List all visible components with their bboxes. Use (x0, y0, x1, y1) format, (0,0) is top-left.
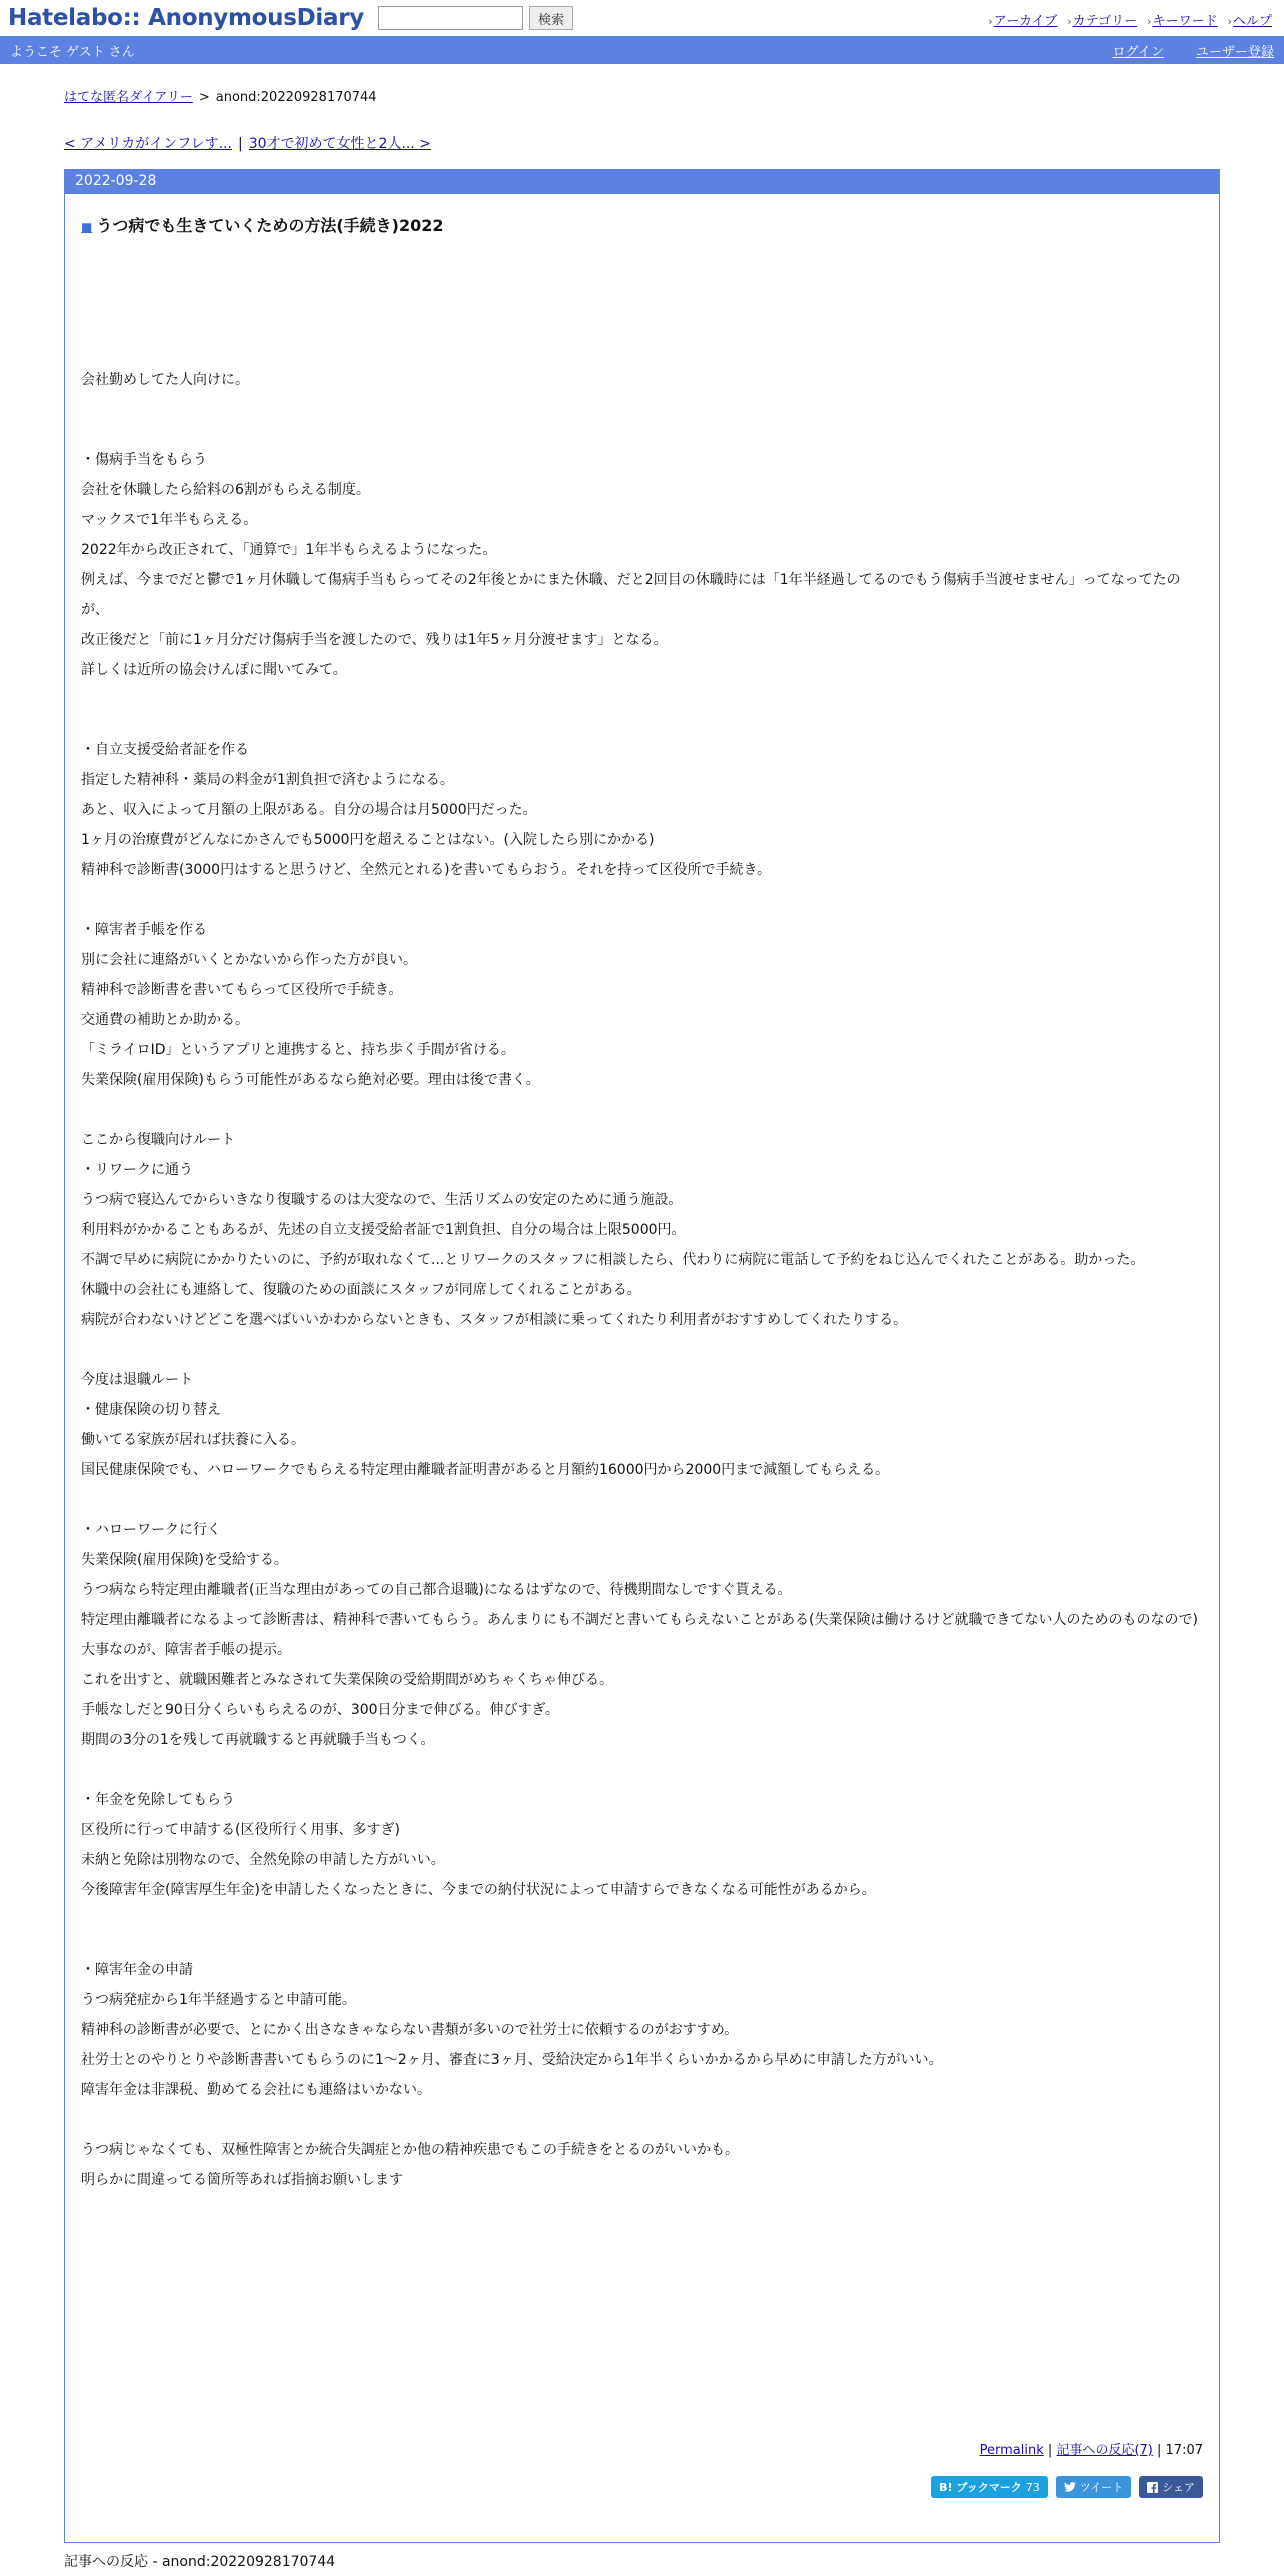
body-paragraph: うつ病なら特定理由離職者(正当な理由があっての自己都合退職)になるはずなので、待機期間なしですぐ貰える。 (81, 1581, 792, 1598)
chevron-right-icon: › (988, 15, 993, 28)
welcome-text: ようこそ ゲスト さん (10, 44, 135, 60)
body-paragraph: 病院が合わないけどどこを選べばいいかわからないときも、スタッフが相談に乗ってくれたり利用者がおすすめしてくれたりする。 (81, 1311, 908, 1328)
entry-section (65, 216, 1219, 2195)
body-paragraph: 社労士とのやりとりや診断書書いてもらうのに1〜2ヶ月、審査に3ヶ月、受給決定から1年半くらいかかるから早めに申請した方がいい。 (81, 2051, 943, 2068)
body-paragraph: 今後障害年金(障害厚生年金)を申請したくなったときに、今までの納付状況によって申請すらできなくなる可能性があるから。 (81, 1881, 876, 1898)
body-paragraph: うつ病で寝込んでからいきなり復職するのは大変なので、生活リズムの安定のために通う施設。 (81, 1191, 683, 1208)
body-paragraph: うつ病じゃなくても、双極性障害とか統合失調症とか他の精神疾患でもこの手続きをとるのがいいかも。 (81, 2141, 739, 2158)
entry-title (81, 216, 1203, 237)
blank-line (81, 2105, 1203, 2135)
blank-line (81, 885, 1203, 915)
blank-line (81, 1905, 1203, 1955)
body-paragraph: 休職中の会社にも連絡して、復職のための面談にスタッフが同席してくれることがある。 (81, 1281, 641, 1298)
body-paragraph: 2022年から改正されて、「通算で」1年半もらえるようになった。 (81, 541, 497, 558)
site-logo[interactable]: Hatelabo:: AnonymousDiary (8, 5, 364, 31)
body-paragraph: ・ハローワークに行く (81, 1521, 221, 1538)
body-paragraph: 交通費の補助とか助かる。 (81, 1011, 249, 1028)
blank-line (81, 1485, 1203, 1515)
footer-divider: | (1157, 2443, 1162, 2458)
register-link[interactable]: ユーザー登録 (1195, 44, 1274, 60)
body-paragraph: 「ミライロID」というアプリと連携すると、持ち歩く手間が省ける。 (81, 1041, 515, 1058)
entry-footer (980, 2439, 1203, 2458)
prev-next-nav (64, 133, 1220, 153)
login-link[interactable]: ログイン (1112, 44, 1164, 60)
category-link[interactable]: カテゴリー (1072, 14, 1138, 29)
site-banner (0, 0, 1284, 36)
body-paragraph: 不調で早めに病院にかかりたいのに、予約が取れなくて...とリワークのスタッフに相談したら、代わりに病院に電話して予約をねじ込んでくれたことがある。助かった。 (81, 1251, 1145, 1268)
breadcrumb-current: anond:20220928170744 (215, 90, 377, 105)
blank-line (81, 685, 1203, 735)
body-paragraph: 利用料がかかることもあるが、先述の自立支援受給者証で1割負担、自分の場合は上限5000円。 (81, 1221, 686, 1238)
body-paragraph: 別に会社に連絡がいくとかないから作った方が良い。 (81, 951, 417, 968)
facebook-label: シェア (1162, 2481, 1195, 2494)
chevron-right-icon: › (1067, 15, 1072, 28)
next-entry-link[interactable]: 30才で初めて女性と2人... > (248, 136, 431, 152)
keyword-link[interactable]: キーワード (1152, 14, 1218, 29)
body-paragraph: あと、収入によって月額の上限がある。自分の場合は月5000円だった。 (81, 801, 537, 818)
share-buttons (931, 2476, 1203, 2498)
body-paragraph: 会社勤めしてた人向けに。 (81, 371, 249, 388)
body-paragraph: 会社を休職したら給料の6割がもらえる制度。 (81, 481, 370, 498)
bookmark-count: 73 (1025, 2480, 1040, 2494)
facebook-share-button[interactable] (1139, 2476, 1203, 2498)
body-paragraph: 失業保険(雇用保険)を受給する。 (81, 1551, 288, 1568)
body-paragraph: ・年金を免除してもらう (81, 1791, 235, 1808)
keyword-link-wrap (1147, 10, 1217, 29)
body-paragraph: ・リワークに通う (81, 1161, 193, 1178)
body-paragraph: 改正後だと「前に1ヶ月分だけ傷病手当を渡したので、残りは1年5ヶ月分渡せます」となる。 (81, 631, 668, 648)
body-paragraph: ・自立支援受給者証を作る (81, 741, 249, 758)
archive-link-wrap (988, 10, 1057, 29)
body-paragraph: マックスで1年半もらえる。 (81, 511, 258, 528)
blank-line (81, 395, 1203, 445)
prev-entry-link[interactable]: < アメリカがインフレす... (64, 136, 232, 152)
help-link[interactable]: ヘルプ (1232, 14, 1272, 29)
entry-title-text: うつ病でも生きていくための方法(手続き)2022 (96, 216, 444, 235)
body-paragraph: 1ヶ月の治療費がどんなにかさんでも5000円を超えることはない。(入院したら別にかかる) (81, 831, 655, 848)
body-paragraph: 期間の3分の1を残して再就職すると再就職手当もつく。 (81, 1731, 435, 1748)
body-paragraph: ・健康保険の切り替え (81, 1401, 221, 1418)
body-paragraph: 区役所に行って申請する(区役所行く用事、多すぎ) (81, 1821, 400, 1838)
chevron-right-icon: › (1227, 15, 1232, 28)
blank-line (81, 1095, 1203, 1125)
breadcrumb (64, 86, 1220, 105)
body-paragraph: 特定理由離職者になるよって診断書は、精神科で書いてもらう。あんまりにも不調だと書いてもらえないことがある(失業保険は働けるけど就職できてない人のためのものなので) (81, 1611, 1198, 1628)
entry-time: 17:07 (1165, 2443, 1203, 2458)
entry-permalink-square[interactable]: ■ (81, 220, 93, 234)
user-bar (0, 36, 1284, 64)
tweet-button[interactable] (1056, 2476, 1131, 2498)
body-paragraph: うつ病発症から1年半経過すると申請可能。 (81, 1991, 356, 2008)
breadcrumb-separator: > (198, 90, 210, 105)
body-paragraph: ・傷病手当をもらう (81, 451, 207, 468)
reactions-heading: 記事への反応 - anond:20220928170744 (64, 2554, 336, 2570)
category-link-wrap (1067, 10, 1137, 29)
hatena-bookmark-icon: B! (939, 2480, 953, 2494)
blank-line (81, 1755, 1203, 1785)
day-date: 2022-09-28 (65, 170, 1219, 194)
entry-body (81, 365, 1203, 2195)
body-paragraph: ・障害者手帳を作る (81, 921, 207, 938)
body-paragraph: 大事なのが、障害者手帳の提示。 (81, 1641, 291, 1658)
nav-divider: | (238, 136, 243, 152)
blank-line (81, 1335, 1203, 1365)
body-paragraph: 精神科で診断書を書いてもらって区役所で手続き。 (81, 981, 403, 998)
body-paragraph: 国民健康保険でも、ハローワークでもらえる特定理由離職者証明書があると月額約16000円から2000円まで減額してもらえる。 (81, 1461, 890, 1478)
search-input[interactable] (378, 6, 523, 30)
help-link-wrap (1228, 10, 1272, 29)
twitter-bird-icon (1064, 2482, 1076, 2492)
search-button[interactable]: 検索 (529, 6, 573, 30)
footer-divider: | (1047, 2443, 1053, 2458)
body-paragraph: ここから復職向けルート (81, 1131, 235, 1148)
body-paragraph: 指定した精神科・薬局の料金が1割負担で済むようになる。 (81, 771, 454, 788)
body-paragraph: 例えば、今までだと鬱で1ヶ月休職して傷病手当もらってその2年後とかにまた休職、だと2回目の休職時には「1年半経過してるのでもう傷病手当渡せません」ってなってたのが、 (81, 571, 1181, 618)
body-paragraph: 手帳なしだと90日分くらいもらえるのが、300日分まで伸びる。伸びすぎ。 (81, 1701, 559, 1718)
body-paragraph: 詳しくは近所の協会けんぽに聞いてみて。 (81, 661, 347, 678)
top-links (988, 10, 1272, 29)
tweet-label: ツイート (1079, 2481, 1124, 2494)
bookmark-label: ブックマーク (956, 2481, 1022, 2494)
body-paragraph: 失業保険(雇用保険)もらう可能性があるなら絶対必要。理由は後で書く。 (81, 1071, 540, 1088)
archive-link[interactable]: アーカイブ (993, 14, 1058, 29)
body-paragraph: 今度は退職ルート (81, 1371, 193, 1388)
day-block (64, 169, 1220, 2543)
body-paragraph: 精神科の診断書が必要で、とにかく出さなきゃならない書類が多いので社労士に依頼するのがおすすめ。 (81, 2021, 739, 2038)
body-paragraph: 精神科で診断書(3000円はすると思うけど、全然元とれる)を書いてもらおう。それを持って区役所で手続き。 (81, 861, 771, 878)
body-paragraph: 未納と免除は別物なので、全然免除の申請した方がいい。 (81, 1851, 445, 1868)
permalink-link[interactable]: Permalink (979, 2443, 1044, 2458)
body-paragraph: ・障害年金の申請 (81, 1961, 193, 1978)
body-paragraph: 障害年金は非課税、勤めてる会社にも連絡はいかない。 (81, 2081, 431, 2098)
hatena-bookmark-button[interactable] (931, 2476, 1048, 2498)
chevron-right-icon: › (1147, 15, 1152, 28)
body-paragraph: 働いてる家族が居れば扶養に入る。 (81, 1431, 305, 1448)
breadcrumb-home-link[interactable]: はてな匿名ダイアリー (64, 90, 193, 105)
body-paragraph: これを出すと、就職困難者とみなされて失業保険の受給期間がめちゃくちゃ伸びる。 (81, 1671, 613, 1688)
facebook-icon (1147, 2482, 1158, 2493)
body-paragraph: 明らかに間違ってる箇所等あれば指摘お願いします (81, 2171, 403, 2188)
reactions-link[interactable]: 記事への反応(7) (1056, 2443, 1153, 2458)
user-links (1084, 41, 1274, 60)
main-content (64, 86, 1220, 2571)
